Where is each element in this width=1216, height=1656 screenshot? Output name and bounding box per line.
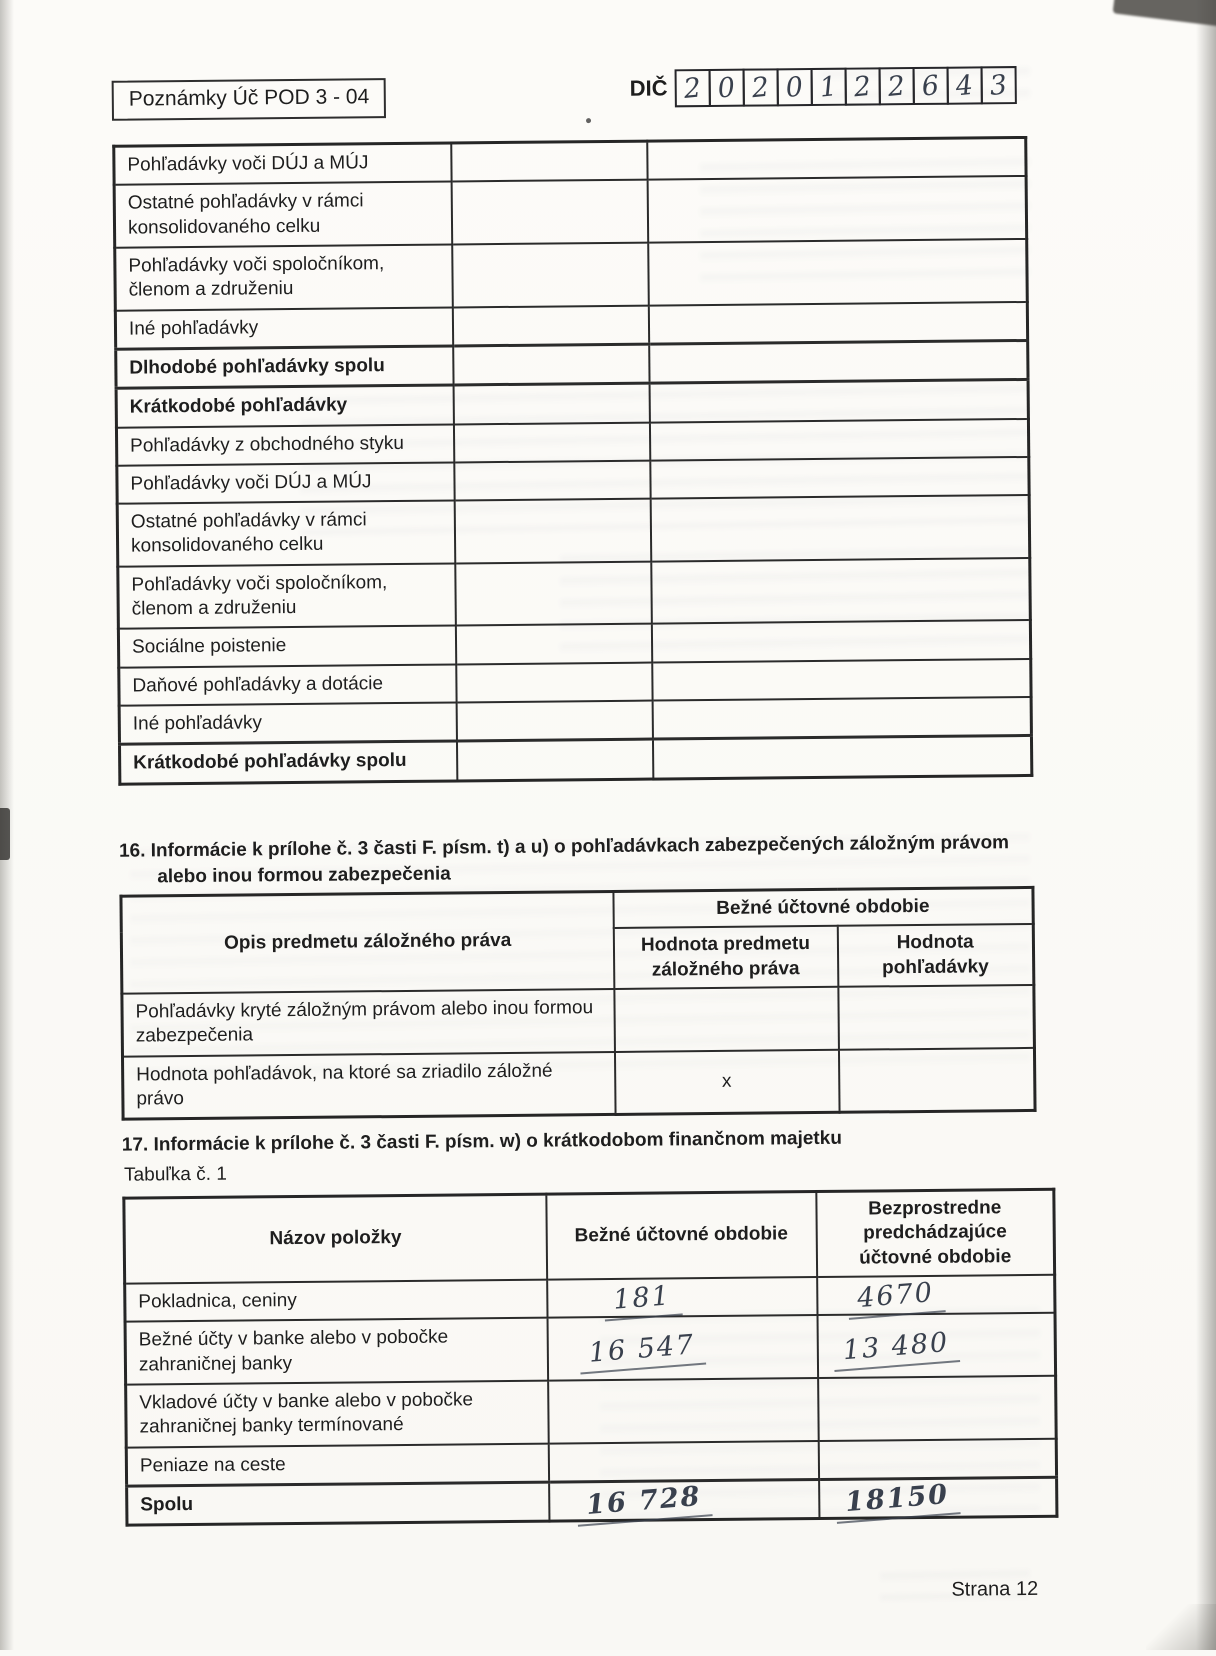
dic-digit-box	[742, 68, 778, 106]
column-header: Hodnota pohľadávky	[837, 924, 1034, 987]
value-cell	[652, 659, 1031, 701]
handwritten-value: 16 547	[578, 1328, 707, 1374]
row-label: Dlhodobé pohľadávky spolu	[116, 346, 453, 389]
not-applicable-cell: x	[614, 1049, 839, 1114]
row-label: Spolu	[127, 1482, 549, 1525]
row-label: Krátkodobé pohľadávky spolu	[119, 741, 456, 784]
row-label: Pohľadávky voči DÚJ a MÚJ	[117, 462, 454, 504]
value-cell	[547, 1315, 818, 1380]
row-label: Pohľadávky kryté záložným právom alebo inou formou zabezpečenia	[122, 989, 615, 1056]
pledge-table	[119, 886, 1036, 1121]
value-cell	[649, 380, 1028, 422]
value-cell	[455, 561, 652, 626]
section-17-heading: 17. Informácie k prílohe č. 3 časti F. písm. w) o krátkodobom finančnom majetku	[121, 1127, 842, 1156]
handwritten-digit: 3	[988, 68, 1009, 102]
row-label: Pohľadávky voči spoločníkom, členom a združeniu	[118, 563, 456, 629]
value-cell	[647, 176, 1027, 242]
scan-edge-mark	[0, 808, 10, 860]
table-row	[118, 558, 1031, 629]
value-cell	[648, 302, 1027, 344]
handwritten-value: 4670	[846, 1276, 945, 1320]
handwritten-digit: 2	[852, 70, 873, 103]
dic-digit-box	[912, 67, 948, 105]
dic-digit-box	[980, 66, 1016, 104]
row-label: Vkladové účty v banke alebo v pobočke zahraničnej banky termínované	[126, 1380, 549, 1447]
table-row	[122, 985, 1035, 1056]
row-label: Hodnota pohľadávok, na ktoré sa zriadilo záložné právo	[122, 1052, 615, 1120]
row-label: Pohľadávky voči spoločníkom, členom a združeniu	[115, 244, 453, 310]
table-number-label: Tabuľka č. 1	[124, 1163, 227, 1186]
handwritten-value: 16 728	[575, 1480, 713, 1527]
handwritten-digit: 0	[716, 71, 737, 105]
value-cell	[819, 1477, 1057, 1519]
value-cell	[649, 340, 1028, 383]
column-header: Názov položky	[124, 1194, 547, 1283]
value-cell	[453, 422, 649, 462]
form-title-box	[112, 78, 387, 121]
value-cell	[453, 344, 649, 385]
column-header: Hodnota predmetu záložného práva	[613, 926, 838, 989]
dic-digit-box	[776, 68, 812, 106]
value-cell	[614, 987, 839, 1052]
row-label: Pohľadávky voči DÚJ a MÚJ	[114, 143, 451, 185]
dic-digit-box	[708, 69, 744, 107]
value-cell	[650, 495, 1030, 561]
dic-digit-box	[946, 66, 982, 104]
table-row	[126, 1376, 1057, 1448]
handwritten-digit: 2	[886, 69, 907, 103]
handwritten-digit: 6	[920, 69, 941, 103]
dic-label: DIČ	[629, 75, 668, 101]
value-cell	[455, 624, 651, 664]
table-row	[117, 495, 1030, 566]
dic-digit-box	[844, 67, 880, 105]
dic-digit-box	[674, 69, 710, 107]
value-cell	[652, 697, 1031, 739]
value-cell	[452, 305, 648, 346]
dic-digit-box	[810, 68, 846, 106]
value-cell	[650, 457, 1029, 499]
row-label: Pokladnica, ceniny	[125, 1280, 547, 1322]
value-cell	[838, 985, 1035, 1050]
value-cell	[651, 620, 1030, 662]
table-row-total	[119, 736, 1031, 784]
handwritten-digit: 4	[954, 69, 975, 102]
value-cell	[547, 1277, 817, 1318]
scan-speck	[586, 118, 591, 123]
value-cell	[451, 180, 648, 245]
column-header: Bežné účtovné obdobie	[546, 1192, 817, 1280]
handwritten-value: 181	[602, 1280, 682, 1322]
value-cell	[818, 1376, 1057, 1441]
receivables-table	[112, 136, 1033, 785]
row-label: Ostatné pohľadávky v rámci konsolidovaného celku	[114, 182, 452, 248]
value-cell	[817, 1313, 1056, 1378]
value-cell	[838, 1047, 1035, 1112]
dic-digit-boxes	[676, 66, 1016, 107]
cash-table	[122, 1188, 1058, 1527]
row-label: Iné pohľadávky	[119, 702, 456, 744]
column-header: Bezprostredne predchádzajúce účtovné obdobie	[816, 1189, 1055, 1277]
handwritten-digit: 2	[750, 71, 771, 104]
dic-digit-box	[878, 67, 914, 105]
value-cell	[652, 736, 1031, 779]
period-header: Bežné účtovné obdobie	[613, 887, 1033, 928]
value-cell	[454, 460, 650, 500]
handwritten-digit: 1	[818, 70, 839, 104]
row-label: Peniaze na ceste	[126, 1443, 548, 1486]
handwritten-value: 18150	[834, 1478, 960, 1524]
row-label: Pohľadávky z obchodného styku	[116, 424, 453, 466]
handwritten-digit: 2	[682, 71, 703, 105]
value-cell	[648, 239, 1028, 305]
table-row	[114, 176, 1027, 247]
page-number	[126, 1578, 1038, 1610]
row-label: Daňové pohľadávky a dotácie	[119, 664, 456, 706]
value-cell	[456, 739, 652, 780]
value-cell	[649, 418, 1028, 460]
value-cell	[651, 558, 1031, 624]
value-cell	[454, 499, 651, 564]
value-cell	[647, 137, 1026, 179]
value-cell	[456, 701, 652, 742]
column-header: Opis predmetu záložného práva	[121, 891, 614, 993]
table-row-total	[127, 1477, 1057, 1525]
value-cell	[818, 1438, 1056, 1479]
row-label: Iné pohľadávky	[115, 307, 452, 349]
table-row	[115, 239, 1028, 310]
row-label: Sociálne poistenie	[118, 626, 455, 668]
row-label: Krátkodobé pohľadávky	[116, 385, 453, 427]
value-cell	[549, 1479, 819, 1521]
table-header-row	[124, 1189, 1055, 1283]
table-row	[122, 1047, 1035, 1119]
value-cell	[548, 1378, 819, 1443]
table-row	[125, 1313, 1056, 1385]
section-16-heading: 16. Informácie k prílohe č. 3 časti F. písm. t) a u) o pohľadávkach zabezpečených záložným právom alebo inou formou zabezpečenia	[118, 832, 1010, 887]
form-title: Poznámky Úč POD 3 - 04	[128, 85, 370, 111]
value-cell	[456, 662, 652, 702]
row-label: Ostatné pohľadávky v rámci konsolidovaného celku	[117, 501, 455, 567]
value-cell	[548, 1441, 818, 1482]
handwritten-digit: 0	[784, 70, 805, 104]
row-label: Bežné účty v banke alebo v pobočke zahraničnej banky	[125, 1318, 548, 1385]
value-cell	[451, 141, 647, 182]
value-cell	[817, 1275, 1055, 1316]
dic-field	[630, 66, 1017, 108]
value-cell	[453, 383, 649, 424]
scan-edge-shadow	[1196, 0, 1216, 1650]
scan-corner-shadow	[1146, 1604, 1216, 1650]
value-cell	[452, 243, 649, 308]
handwritten-value: 13 480	[832, 1326, 961, 1372]
page-number-label: Strana 12	[951, 1577, 1039, 1601]
